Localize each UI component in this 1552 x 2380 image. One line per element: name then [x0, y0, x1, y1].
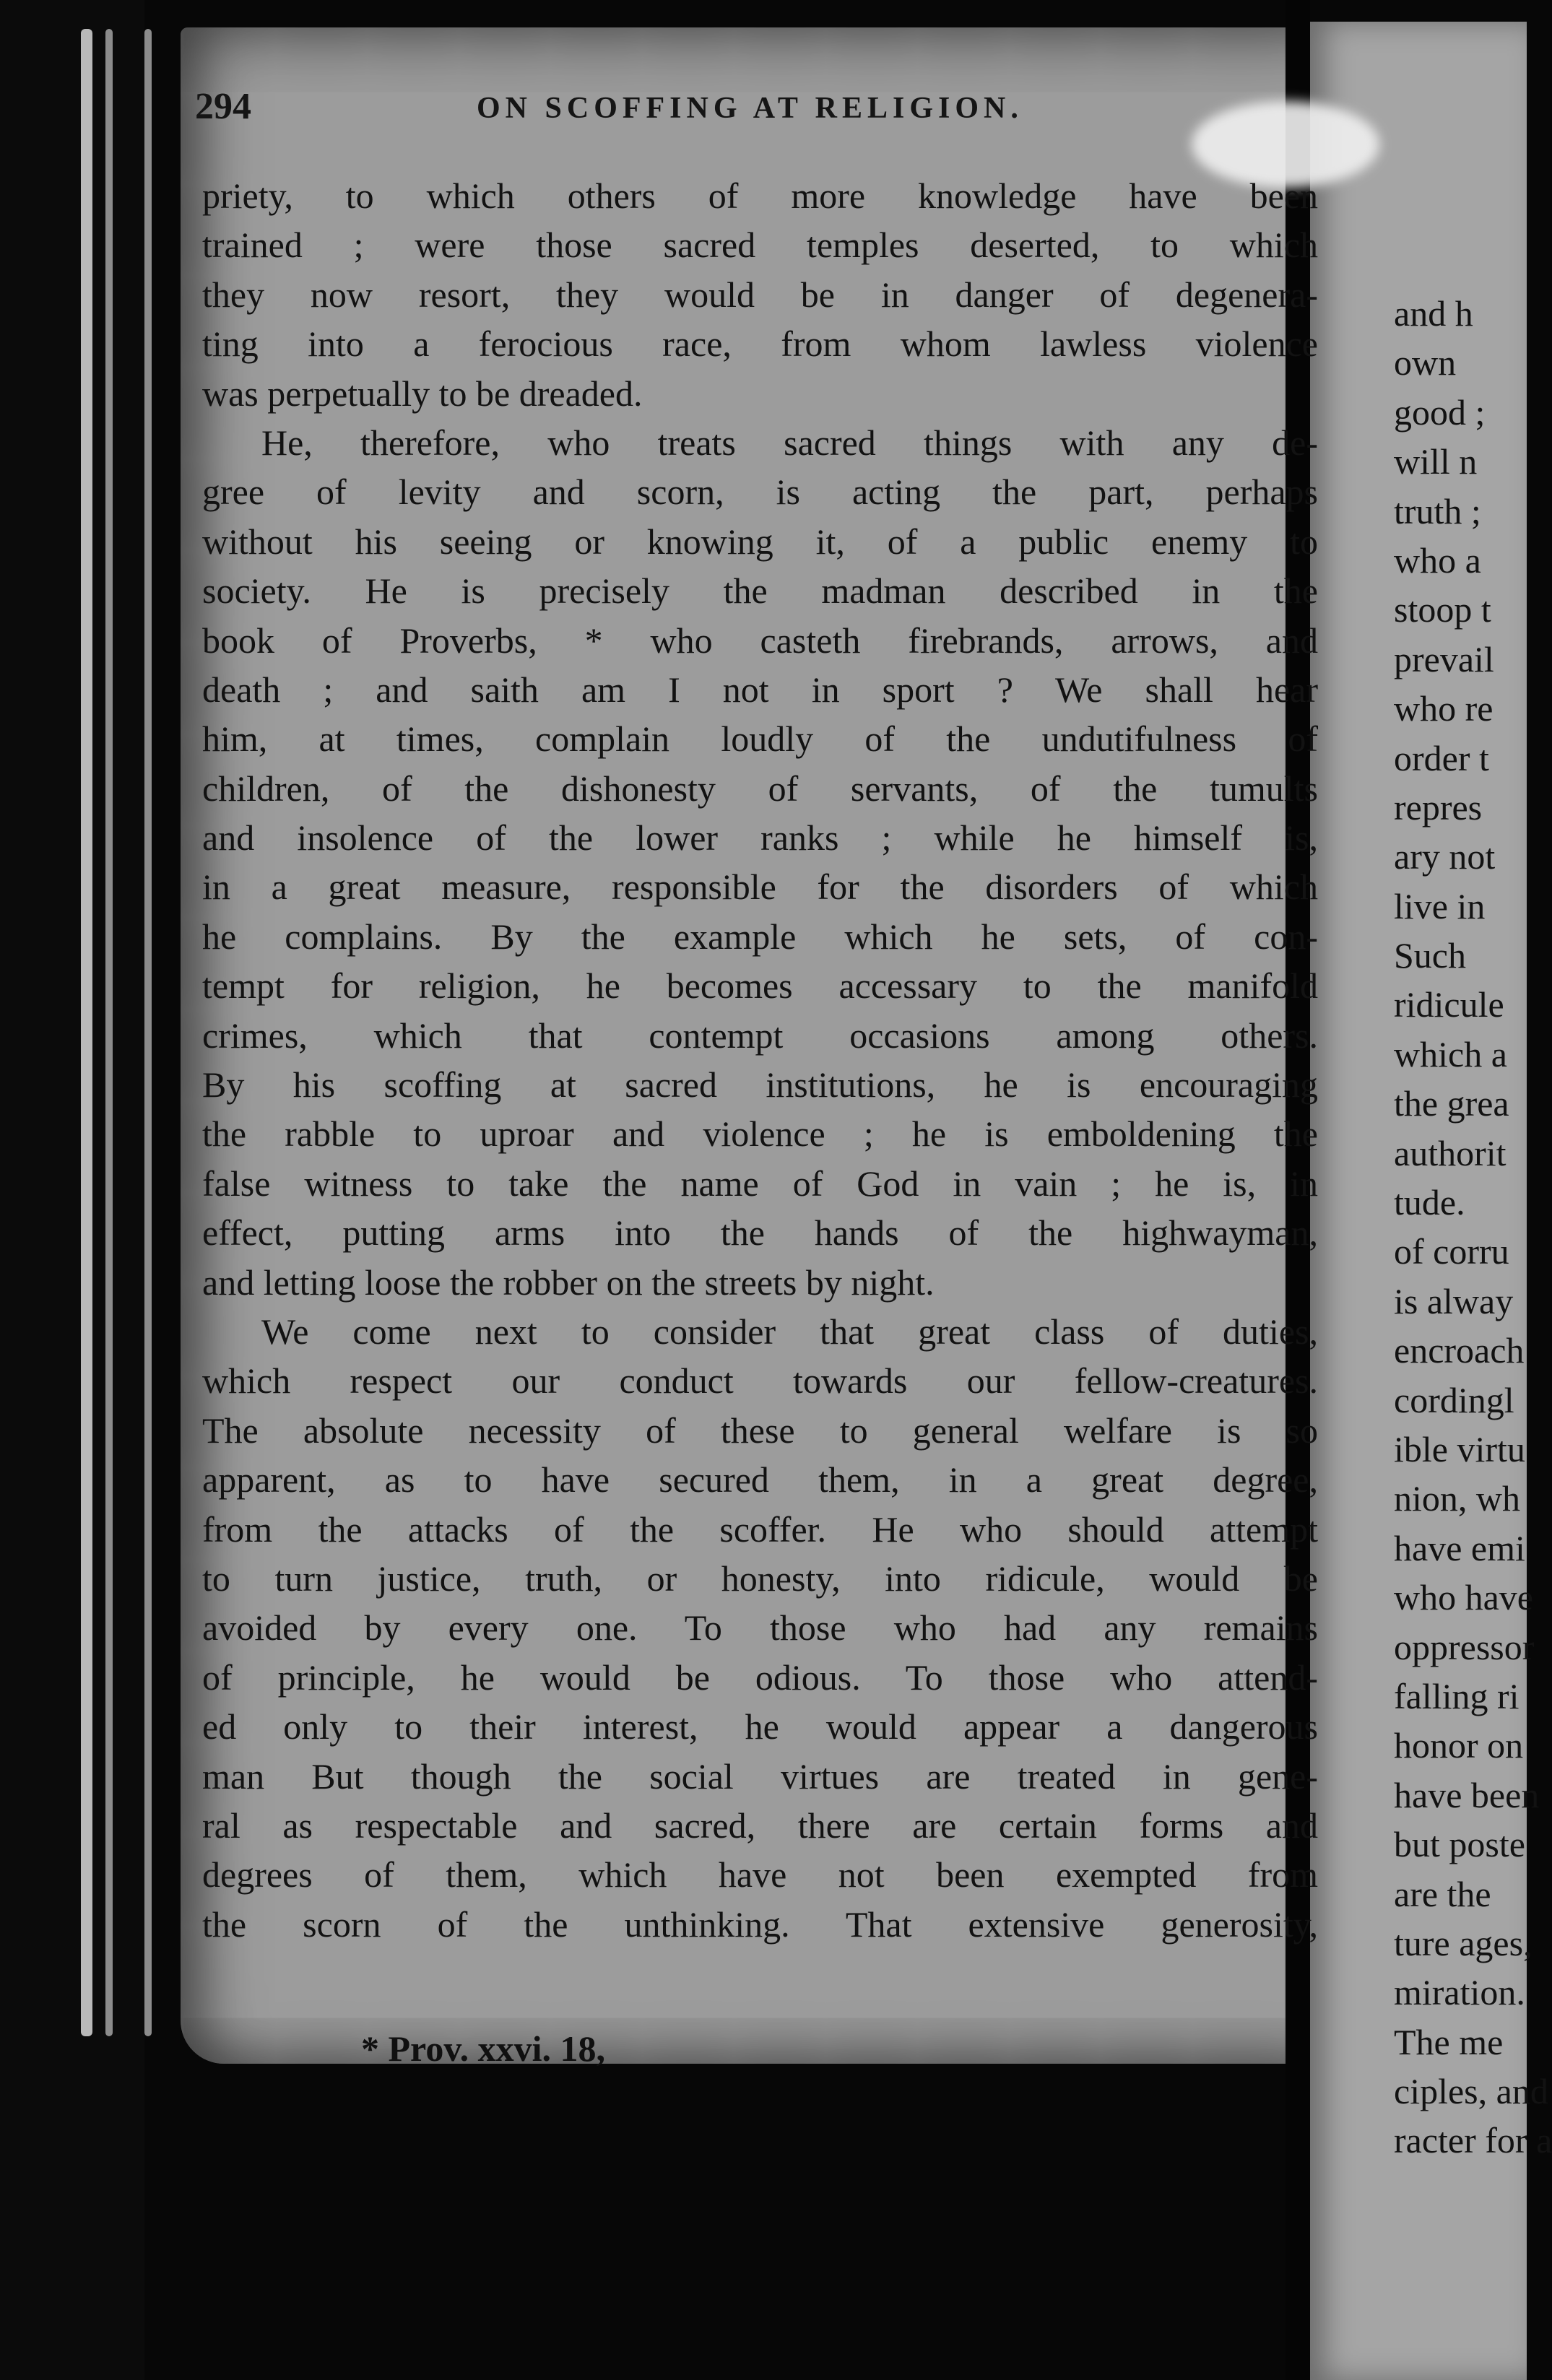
right-fragment: ary not [1394, 836, 1496, 877]
right-fragment: are the [1394, 1873, 1491, 1914]
right-fragment: ridicule [1394, 984, 1504, 1025]
right-fragment: truth ; [1394, 490, 1481, 531]
right-fragment: own [1394, 342, 1457, 383]
right-fragment: prevail [1394, 638, 1494, 679]
text-line: By his scoffing at sacred institutions, he is encouraging [202, 1064, 1318, 1106]
running-head [195, 85, 1293, 129]
binding-edge [105, 29, 113, 2036]
text-line: death ; and saith am I not in sport ? We shall hear [202, 669, 1318, 710]
right-fragment: the grea [1394, 1083, 1509, 1124]
text-line: and insolence of the lower ranks ; while he himself is, [202, 817, 1318, 859]
right-fragment: ture ages, [1394, 1922, 1533, 1963]
text-line: to turn justice, truth, or honesty, into ridicule, would be [202, 1558, 1318, 1599]
right-fragment: but poste [1394, 1824, 1525, 1865]
right-fragment: nion, wh [1394, 1478, 1520, 1519]
right-fragment: and h [1394, 293, 1473, 334]
text-line: of principle, he would be odious. To those who attend- [202, 1656, 1318, 1698]
text-line: he complains. By the example which he sets, of con- [202, 916, 1318, 957]
text-line: in a great measure, responsible for the disorders of which [202, 867, 1318, 908]
right-fragment: tude. [1394, 1182, 1465, 1223]
right-fragment: falling ri [1394, 1675, 1520, 1716]
right-fragment: who have [1394, 1577, 1533, 1618]
text-line: false witness to take the name of God in vain ; he is, in [202, 1163, 1318, 1204]
text-line: the scorn of the unthinking. That extensive generosity, [202, 1903, 1318, 1945]
binding-edge [81, 29, 92, 2036]
text-line: tempt for religion, he becomes accessary to the manifold [202, 965, 1318, 1007]
right-fragment: will n [1394, 441, 1478, 482]
text-line: gree of levity and scorn, is acting the part, perhaps [202, 472, 1318, 513]
right-fragment: racter for a [1394, 2120, 1552, 2161]
text-line: without his seeing or knowing it, of a public enemy to [202, 521, 1318, 562]
right-fragment: who a [1394, 539, 1481, 581]
text-line: apparent, as to have secured them, in a great degree, [202, 1459, 1318, 1500]
right-fragment: ible virtu [1394, 1428, 1525, 1469]
right-fragment: which a [1394, 1033, 1507, 1074]
text-line: book of Proverbs, * who casteth firebrands, arrows, and [202, 620, 1318, 661]
right-fragment: oppressor [1394, 1626, 1535, 1667]
right-fragment: is alway [1394, 1280, 1514, 1321]
text-line: We come next to consider that great class of duties, [261, 1311, 1318, 1352]
text-line: man But though the social virtues are treated in gene- [202, 1755, 1318, 1797]
right-fragment: Such [1394, 935, 1466, 976]
right-fragment: encroach [1394, 1330, 1525, 1371]
text-line: He, therefore, who treats sacred things with any de- [261, 422, 1318, 463]
binding-edge [144, 29, 152, 2036]
text-line: degrees of them, which have not been exempted from [202, 1854, 1318, 1895]
text-line: The absolute necessity of these to general welfare is so [202, 1410, 1318, 1451]
book-edge [0, 0, 144, 2380]
right-fragment: live in [1394, 885, 1486, 926]
right-fragment: repres [1394, 786, 1483, 828]
text-line: him, at times, complain loudly of the undutifulness of [202, 718, 1318, 760]
right-fragment: who re [1394, 688, 1494, 729]
right-page-text [1394, 289, 1552, 2166]
right-fragment: honor on [1394, 1725, 1524, 1766]
page-number: 294 [195, 86, 251, 127]
text-line: which respect our conduct towards our fellow-creatures. [202, 1360, 1318, 1402]
text-line: avoided by every one. To those who had any remains [202, 1607, 1318, 1649]
text-line: and letting loose the robber on the streets by night. [202, 1261, 935, 1303]
text-line: was perpetually to be dreaded. [202, 373, 643, 414]
text-line: ed only to their interest, he would appear a dangerous [202, 1706, 1318, 1747]
text-line: children, of the dishonesty of servants, of the tumults [202, 768, 1318, 809]
right-fragment: ciples, and [1394, 2071, 1548, 2112]
right-fragment: miration. [1394, 1972, 1525, 2013]
right-fragment: cordingl [1394, 1379, 1514, 1420]
text-line: trained ; were those sacred temples deserted, to which [202, 225, 1318, 266]
right-fragment: of corru [1394, 1231, 1509, 1272]
text-line: crimes, which that contempt occasions among others. [202, 1015, 1318, 1056]
text-line: effect, putting arms into the hands of the highwayman, [202, 1212, 1318, 1254]
text-line: ting into a ferocious race, from whom lawless violence [202, 323, 1318, 365]
text-line: priety, to which others of more knowledge have been [202, 175, 1318, 216]
right-fragment: The me [1394, 2021, 1504, 2062]
right-fragment: good ; [1394, 391, 1486, 433]
footnote: * Prov. xxvi. 18, [361, 2028, 605, 2069]
text-line: the rabble to uproar and violence ; he is emboldening the [202, 1113, 1318, 1155]
text-line: they now resort, they would be in danger of degenera- [202, 274, 1318, 315]
right-fragment: stoop t [1394, 589, 1491, 630]
right-fragment: have been [1394, 1774, 1540, 1815]
text-line: from the attacks of the scoffer. He who should attempt [202, 1508, 1318, 1550]
right-fragment: have emi [1394, 1527, 1525, 1568]
right-fragment: authorit [1394, 1132, 1507, 1173]
body-text [202, 171, 1318, 1949]
right-fragment: order t [1394, 737, 1489, 778]
text-line: society. He is precisely the madman described in the [202, 570, 1318, 612]
text-line: ral as respectable and sacred, there are certain forms and [202, 1804, 1318, 1846]
running-title: ON SCOFFING AT RELIGION. [477, 92, 1023, 125]
